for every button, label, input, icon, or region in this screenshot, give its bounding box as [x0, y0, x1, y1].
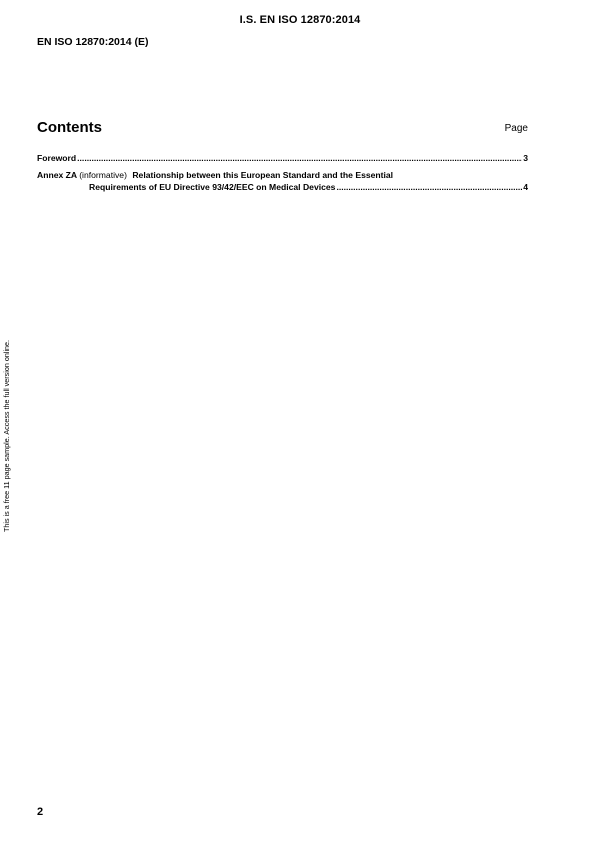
toc-entry-title: Foreword	[37, 153, 77, 163]
sample-notice: This is a free 11 page sample. Access the full version online.	[2, 339, 11, 532]
document-id: EN ISO 12870:2014 (E)	[37, 36, 149, 48]
annex-designation: Annex ZA	[37, 170, 77, 180]
toc-entry-annex-za[interactable]	[37, 169, 528, 193]
toc-entry-page: 4	[523, 182, 528, 192]
contents-heading: Contents	[37, 119, 102, 136]
page-column-label: Page	[504, 123, 528, 134]
top-header: I.S. EN ISO 12870:2014	[239, 14, 361, 26]
dot-leader	[336, 181, 522, 193]
page-number: 2	[37, 806, 44, 818]
annex-qualifier: (informative)	[79, 170, 127, 180]
dot-leader	[77, 152, 522, 164]
toc-entry-foreword[interactable]	[37, 152, 528, 164]
annex-title-line2: Requirements of EU Directive 93/42/EEC on Medical Devices	[89, 182, 336, 192]
annex-title-line1: Relationship between this European Standard and the Essential	[132, 170, 394, 180]
toc-entry-page: 3	[523, 153, 528, 163]
table-of-contents	[37, 152, 528, 193]
